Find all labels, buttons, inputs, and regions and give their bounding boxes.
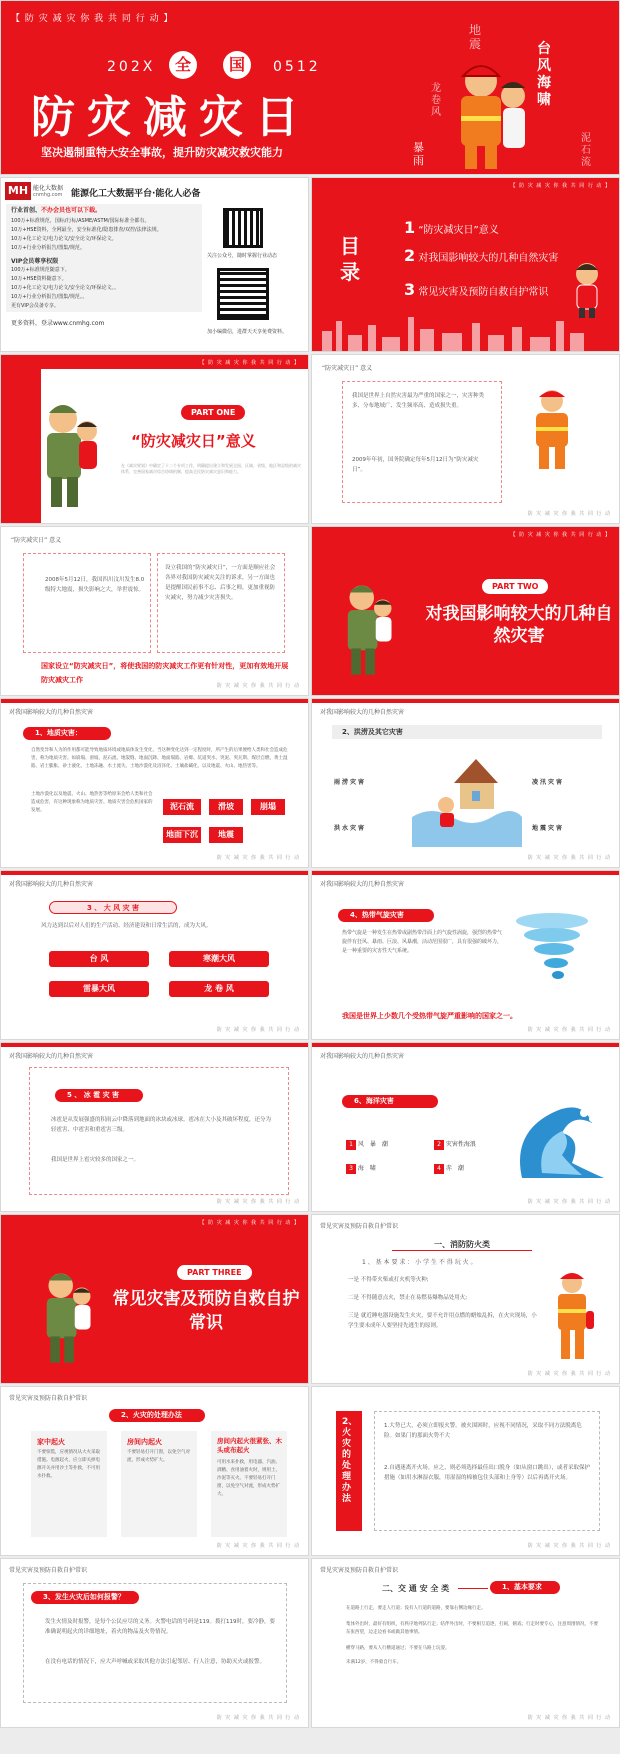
- geo-pill: 1、地质灾害：: [23, 727, 111, 740]
- geo-para-1: 自然变异和人为的作用都可能导致地质环境或地质体发生变化，当这种变化达到一定程度时，所产生的后果便给人类和社会造成危害，称为地质灾害。如崩塌、滑坡、泥石流、地裂缝、地面沉降、地面塌陷、岩爆、坑道突水、突泥、突瓦斯、煤层自燃、黄土湿陷、岩土膨胀、砂土液化，土地冻融、水土流失、土地沙漠化及沼泽化、土壤盐碱化，以及地震、火山、地热害等。: [31, 748, 288, 769]
- ocean-topbar: [312, 1043, 619, 1047]
- flood-item-ice: 凌汛灾害: [532, 779, 565, 786]
- geo-tag-subsidence[interactable]: 地面下沉: [163, 827, 201, 843]
- ad-qr1-caption: 关注公众号，随时掌握行业动态: [207, 253, 278, 259]
- geo-tag-debris-flow[interactable]: 泥石流: [163, 799, 201, 815]
- ad-vip-item-2: 10万+HSE资料随意下。: [11, 276, 67, 282]
- traffic-item-1: 在道路上行走，要走人行道；没有人行道的道路，要靠右侧边缘行走。: [346, 1606, 486, 1611]
- flood-footer: 防 灾 减 灾 你 我 共 同 行 动: [527, 855, 611, 861]
- part-three-label: PART THREE: [177, 1265, 252, 1280]
- traffic-title: 常见灾害及预防自救自护常识: [320, 1567, 399, 1574]
- flood-item-rain: 雨涝灾害: [334, 779, 367, 786]
- fire-handling-2-side-text: 2、火灾的处理办法: [342, 1417, 358, 1504]
- ad-vip-item-5: 更有VIP会员备专享。: [11, 303, 59, 309]
- part-one-label: PART ONE: [181, 405, 245, 420]
- ocean-pill: 6、海洋灾害: [342, 1095, 438, 1108]
- fire-handling-2-footer: 防 灾 减 灾 你 我 共 同 行 动: [527, 1543, 611, 1549]
- toc-item-2-text: 对我国影响较大的几种自然灾害: [418, 253, 559, 264]
- soldier-child-illustration-3: [31, 1260, 101, 1370]
- meaning-2-title: “防灾减灾日” 意义: [11, 537, 62, 544]
- hail-para-2: 我国是世界上雹灾较多的国家之一。: [51, 1157, 140, 1163]
- toc-slide: [311, 177, 620, 352]
- fire-handling-2-para-1: 1.大势已大，必须立即报火警。被火围困时，应视不同情况，采取不同方法脱离危险。如果门的那面火势不大: [384, 1423, 582, 1439]
- ad-vip-title: VIP会员尊享权限: [11, 258, 59, 265]
- part-two-title: 对我国影响较大的几种自然灾害: [425, 604, 613, 646]
- ad-qr-code-2: [217, 268, 269, 320]
- fire-col-3-head: 房间内起火很紧张、木头或布起火: [217, 1437, 282, 1454]
- ocean-footer: 防 灾 减 灾 你 我 共 同 行 动: [527, 1199, 611, 1205]
- traffic-heading: 二、交 通 安 全 类: [382, 1584, 450, 1593]
- hail-footer: 防 灾 减 灾 你 我 共 同 行 动: [216, 1199, 300, 1205]
- city-skyline-illustration: [312, 313, 620, 352]
- cover-tag: 【 防 灾 减 灾 你 我 共 同 行 动 】: [11, 14, 174, 24]
- wind-desc: 风力达到以后对人们的生产活动、经济建设和日常生活的，成为大风。: [41, 923, 212, 929]
- traffic-item-2: 集体外出时，最好有组织，有秩序地列队行走；结伴外出时，不要相互追逐，打闹，嬉戏；行走时要专心，注意周围情况，不要东张西望，边走边看书或做其他事情。: [346, 1622, 598, 1635]
- meaning-2-right-text: 设立我国的“防灾减灾日”，一方面是顺应社会各界对我国防灾减灾关注的诉求，另一方面也是提醒国民前事不忘、后事之师，更加重视防灾减灾，努力减少灾害损失。: [165, 565, 276, 601]
- wave-illustration: [512, 1083, 607, 1183]
- cover-subtitle: 坚决遏制重特大安全事故，提升防灾减灾救灾能力: [41, 146, 283, 159]
- fire-basics-item-3: 三是 就近睡电器设施发生火灾，要不允许用点燃的蜡烛乱拆，在火灾现场，小学生要未成年人要坚持先逃生的原则。: [348, 1313, 537, 1329]
- fire-handling-2-slide: [311, 1386, 620, 1556]
- wind-pill: 3 、 大 风 灾 害: [49, 901, 177, 914]
- fire-basics-title: 常见灾害及预防自救自护常识: [320, 1223, 399, 1230]
- meaning-2-left-text: 2008年5月12日，我国四川汶川发生8.0级特大地震，损失影响之大，举世震惊。: [45, 577, 145, 593]
- hail-slide: [0, 1042, 309, 1212]
- wind-btn-tornado[interactable]: 龙 卷 风: [169, 981, 269, 997]
- flood-topbar: [312, 699, 619, 703]
- girl-illustration: [562, 258, 612, 318]
- toc-heading: 目录: [340, 234, 360, 284]
- soldier-child-illustration: [29, 395, 109, 510]
- fire-basics-heading: 一、消防防火类: [392, 1239, 532, 1251]
- fire-basics-slide: [311, 1214, 620, 1384]
- hail-topbar: [1, 1043, 308, 1047]
- part-one-slide: [0, 354, 309, 524]
- ad-item-4: 10万+行业分析报告/图集/规范。: [11, 245, 85, 251]
- part-one-tag: 【 防 灾 减 灾 你 我 共 同 行 动 】: [199, 360, 300, 366]
- hail-title: 对我国影响较大的几种自然灾害: [9, 1053, 94, 1060]
- fire-basics-item-1: 一是 不得带火柴或打火机等火种;: [348, 1277, 429, 1283]
- meaning-1-para-1: 我国是世界上自然灾害最为严重的国家之一，灾害种类多、分布地域广、发生频率高、造成损失重。: [352, 393, 485, 409]
- geo-tag-collapse[interactable]: 崩塌: [251, 799, 285, 815]
- cyclone-bottom: 我国是世界上少数几个受热带气旋严重影响的国家之一。: [342, 1012, 517, 1020]
- fire-basics-item-2: 二是 不得随意点火，禁止在易燃易爆物品处用火;: [348, 1295, 468, 1301]
- toc-item-2-num: 2: [404, 246, 416, 265]
- cyclone-footer: 防 灾 减 灾 你 我 共 同 行 动: [527, 1027, 611, 1033]
- fire-col-2-text: 不要轻易打开门窗，以免空气对流，形成火势扩大。: [127, 1450, 190, 1463]
- cover-side-word-5: 泥石流: [581, 133, 591, 168]
- cover-side-word-2: 台风海啸: [537, 41, 551, 108]
- ocean-item-4-num: 4: [434, 1164, 444, 1174]
- wind-btn-thunder[interactable]: 雷暴大风: [49, 981, 149, 997]
- cyclone-topbar: [312, 871, 619, 875]
- geo-para-2: 土地沙漠化以及地震、火山、地热害等给原来会给人类和社会造成危害，有这种现象称为地质灾害。地质灾害会危机国家的发展。: [31, 792, 153, 813]
- ocean-item-4-text: 赤 潮: [445, 1165, 464, 1172]
- traffic-pill: 1、基本要求: [490, 1581, 560, 1594]
- geo-title: 对我国影响较大的几种自然灾害: [9, 709, 94, 716]
- wind-title: 对我国影响较大的几种自然灾害: [9, 881, 94, 888]
- ad-vip-item-1: 100万+标准规范随意下。: [11, 267, 70, 273]
- fire-alarm-footer: 防 灾 减 灾 你 我 共 同 行 动: [216, 1715, 300, 1721]
- meaning-2-left-box: [23, 553, 151, 653]
- cover-side-word-3: 龙卷风: [431, 83, 441, 118]
- meaning-1-para-2: 2009年年初，国务院确定每年5月12日为“防灾减灾日”。: [352, 457, 479, 473]
- fire-alarm-para-2: 在没有电话的情况下，应大声呼喊或采取其他方法引起邻居、行人注意，协助灭火或报警。: [45, 1659, 266, 1665]
- meaning-1-footer: 防 灾 减 灾 你 我 共 同 行 动: [527, 511, 611, 517]
- fire-col-2-head: 房间内起火: [127, 1438, 162, 1446]
- ad-more-link[interactable]: 更多资料，登录www.cnmhg.com: [11, 320, 105, 327]
- geo-footer: 防 灾 减 灾 你 我 共 同 行 动: [216, 855, 300, 861]
- part-two-slide: [311, 526, 620, 696]
- traffic-slide: [311, 1558, 620, 1728]
- ad-vip-item-4: 10万+行业分析报告/图集/规范。。: [11, 294, 88, 300]
- firefighter-illustration: [441, 56, 541, 171]
- ad-logo-text: 能化大数据: [33, 185, 64, 192]
- meaning-slide-1: [311, 354, 620, 524]
- flood-pill: 2、洪涝及其它灾害: [332, 725, 602, 739]
- ad-logo: MH: [5, 182, 31, 200]
- toc-item-1-text: “防灾减灾日”意义: [418, 225, 499, 236]
- flood-house-illustration: [412, 747, 522, 847]
- soldier-child-illustration-2: [332, 572, 402, 682]
- meaning-slide-2: [0, 526, 309, 696]
- toc-item-3-text: 常见灾害及预防自救自护常识: [418, 287, 549, 298]
- meaning-2-footer: 防 灾 减 灾 你 我 共 同 行 动: [216, 683, 300, 689]
- ocean-item-2: [434, 1139, 476, 1150]
- traffic-item-4: 未满12岁，不得骑自行车。: [346, 1660, 402, 1665]
- fire-basics-footer: 防 灾 减 灾 你 我 共 同 行 动: [527, 1371, 611, 1377]
- ad-members-note: 不办会员也可以下载。: [41, 207, 102, 214]
- part-one-title: “防灾减灾日”意义: [131, 432, 256, 450]
- cyclone-slide: [311, 870, 620, 1040]
- ocean-item-1-text: 风 暴 潮: [357, 1141, 388, 1148]
- part-two-tag: 【 防 灾 减 灾 你 我 共 同 行 动 】: [510, 532, 611, 538]
- fire-basics-sub: 1 、 基 本 要 求 ： 小 学 生 不 得 玩 火 。: [362, 1259, 477, 1266]
- fire-alarm-slide: [0, 1558, 309, 1728]
- wind-footer: 防 灾 减 灾 你 我 共 同 行 动: [216, 1027, 300, 1033]
- fire-handling-pill: 2、火灾的处理办法: [109, 1409, 205, 1422]
- cover-title: 防灾减灾日: [31, 92, 311, 143]
- ad-members-title: 行业首创、: [11, 207, 42, 214]
- ad-item-2: 10万+HSE资料，全网最全，安全标准化/隐患排查/双控/法律法规。: [11, 227, 162, 233]
- ad-vip-item-3: 10万+化工论文/电力论文/安全论文/环保论文。。: [11, 285, 120, 291]
- part-three-slide: [0, 1214, 309, 1384]
- traffic-footer: 防 灾 减 灾 你 我 共 同 行 动: [527, 1715, 611, 1721]
- cyclone-pill: 4、热带气旋灾害: [338, 909, 434, 922]
- fire-alarm-pill: 3、发生火灾后如何报警？: [31, 1591, 139, 1604]
- geo-disaster-slide: [0, 698, 309, 868]
- geo-topbar: [1, 699, 308, 703]
- cover-slide: [0, 0, 620, 175]
- ad-members-title-line: [11, 207, 101, 215]
- ocean-item-1-num: 1: [346, 1140, 356, 1150]
- fire-alarm-title: 常见灾害及预防自救自护常识: [9, 1567, 88, 1574]
- ad-logo-url: cnmhg.com: [33, 192, 63, 198]
- meaning-2-bottom: 国家设立“防灾减灾日”，将使我国的防灾减灾工作更有针对性，更加有效地开展防灾减灾工作: [41, 662, 289, 684]
- cover-badge-1: 全: [169, 51, 197, 79]
- wind-btn-typhoon[interactable]: 台 风: [49, 951, 149, 967]
- flood-item-quake: 地震灾害: [532, 825, 565, 832]
- cover-date-left: 202X: [107, 59, 156, 75]
- meaning-1-title: “防灾减灾日” 意义: [322, 365, 373, 372]
- flood-title: 对我国影响较大的几种自然灾害: [320, 709, 405, 716]
- ad-qr2-caption: 加小编微信，进群天天享免费资料。: [207, 329, 288, 335]
- wind-btn-cold-wave[interactable]: 寒潮大风: [169, 951, 269, 967]
- cover-badge-2: 国: [223, 51, 251, 79]
- wind-topbar: [1, 871, 308, 875]
- tornado-illustration: [512, 911, 592, 991]
- part-three-title: 常见灾害及预防自救自护常识: [112, 1289, 300, 1333]
- traffic-divider: [458, 1588, 488, 1589]
- ocean-item-3: [346, 1163, 376, 1174]
- toc-tag: 【 防 灾 减 灾 你 我 共 同 行 动 】: [510, 183, 611, 189]
- firefighter-extinguisher-illustration: [548, 1267, 598, 1362]
- fire-col-1-text: 不要惊慌，应视情况从大火采取措施。电源起火，应立即关掉电源开关并用沙土等扑救，不可用水扑救。: [37, 1450, 100, 1479]
- cover-date-right: 0512: [273, 59, 321, 75]
- geo-tag-earthquake[interactable]: 地震: [209, 827, 243, 843]
- part-one-desc: 在《减灾规划》中确定了十二个专项工作，明确提出建立和发展全国、区域、省级、地区和县级的减灾体系，完善国家减灾综合协调机制，提高全民防灾减灾意识和能力。: [121, 463, 301, 474]
- part-two-label: PART TWO: [482, 579, 548, 594]
- toc-item-3-num: 3: [404, 280, 416, 299]
- cover-side-word-1: 地震: [469, 23, 482, 51]
- fire-handling-footer: 防 灾 减 灾 你 我 共 同 行 动: [216, 1543, 300, 1549]
- wind-slide: [0, 870, 309, 1040]
- ocean-item-2-text: 灾害性海浪: [445, 1141, 476, 1148]
- ocean-item-2-num: 2: [434, 1140, 444, 1150]
- cyclone-desc: 热带气旋是一种发生在热带或副热带洋面上的气旋性涡旋，强烈的热带气旋伴有狂风、暴雨、巨浪、风暴潮，活动范围很广，具有很强的破坏力，是一种重要的灾害性天气系统。: [342, 930, 503, 954]
- part-three-tag: 【 防 灾 减 灾 你 我 共 同 行 动 】: [199, 1220, 300, 1226]
- geo-tag-landslide[interactable]: 滑坡: [209, 799, 243, 815]
- fire-col-1-head: 家中起火: [37, 1438, 65, 1446]
- hail-para-1: 冰雹是从发展强盛的积雨云中降落到地面的冰块或冰球。雹冰在大小及其破坏程度，还分为轻雹害、中雹害和重雹害三级。: [51, 1117, 272, 1133]
- toc-item-3[interactable]: [404, 280, 564, 299]
- flood-item-flood: 洪水灾害: [334, 825, 367, 832]
- firefighter-small-illustration: [522, 385, 582, 470]
- ad-item-1: 100万+标准规范，国标/行标/ASME/ASTM/国际标准全都有。: [11, 218, 150, 224]
- ocean-item-1: [346, 1139, 388, 1150]
- ocean-item-3-text: 海 啸: [357, 1165, 376, 1172]
- toc-item-1[interactable]: [404, 218, 499, 237]
- ad-qr-code-1: [223, 208, 263, 248]
- hail-pill: 5 、 冰 雹 灾 害: [55, 1089, 143, 1102]
- fire-handling-slide: [0, 1386, 309, 1556]
- cover-side-word-4: 暴雨: [413, 141, 424, 167]
- fire-alarm-para-1: 发生火情及时报警，是每个公民应尽的义务。火警电话的号码是119。拨打119时，要冷静，要准确说明起火的详细地址，着火的物品及火势情况。: [45, 1619, 275, 1635]
- ad-headline: 能源化工大数据平台·能化人必备: [71, 189, 201, 199]
- toc-item-1-num: 1: [404, 218, 416, 237]
- ad-slide: [0, 177, 309, 352]
- cyclone-title: 对我国影响较大的几种自然灾害: [320, 881, 405, 888]
- ocean-title: 对我国影响较大的几种自然灾害: [320, 1053, 405, 1060]
- flood-slide: [311, 698, 620, 868]
- ocean-item-3-num: 3: [346, 1164, 356, 1174]
- fire-handling-2-para-2: 2.自遇迷离开火场。应之，则必须选择最佳出口脱身（如从窗口跳出），或者采取保护措施（如用水淋湿衣服，用湿湿的棉被包住头部和上身等）以后再离开火场。: [384, 1465, 591, 1481]
- ocean-item-4: [434, 1163, 464, 1174]
- fire-col-3-text: 可用水来扑救，用电器、汽油、酒精、食用油着火时，则用土、沙泥等灭火。不要轻易打开门窗，以免空气对流，形成火势扩大。: [217, 1460, 280, 1497]
- traffic-item-3: 横穿马路，要从人行横道通过；不要在马路上玩耍。: [346, 1646, 450, 1651]
- ad-item-3: 10万+化工论文/电力论文/安全论文/环保论文。: [11, 236, 117, 242]
- fire-handling-title: 常见灾害及预防自救自护常识: [9, 1395, 88, 1402]
- toc-item-2[interactable]: [404, 246, 564, 265]
- ocean-slide: [311, 1042, 620, 1212]
